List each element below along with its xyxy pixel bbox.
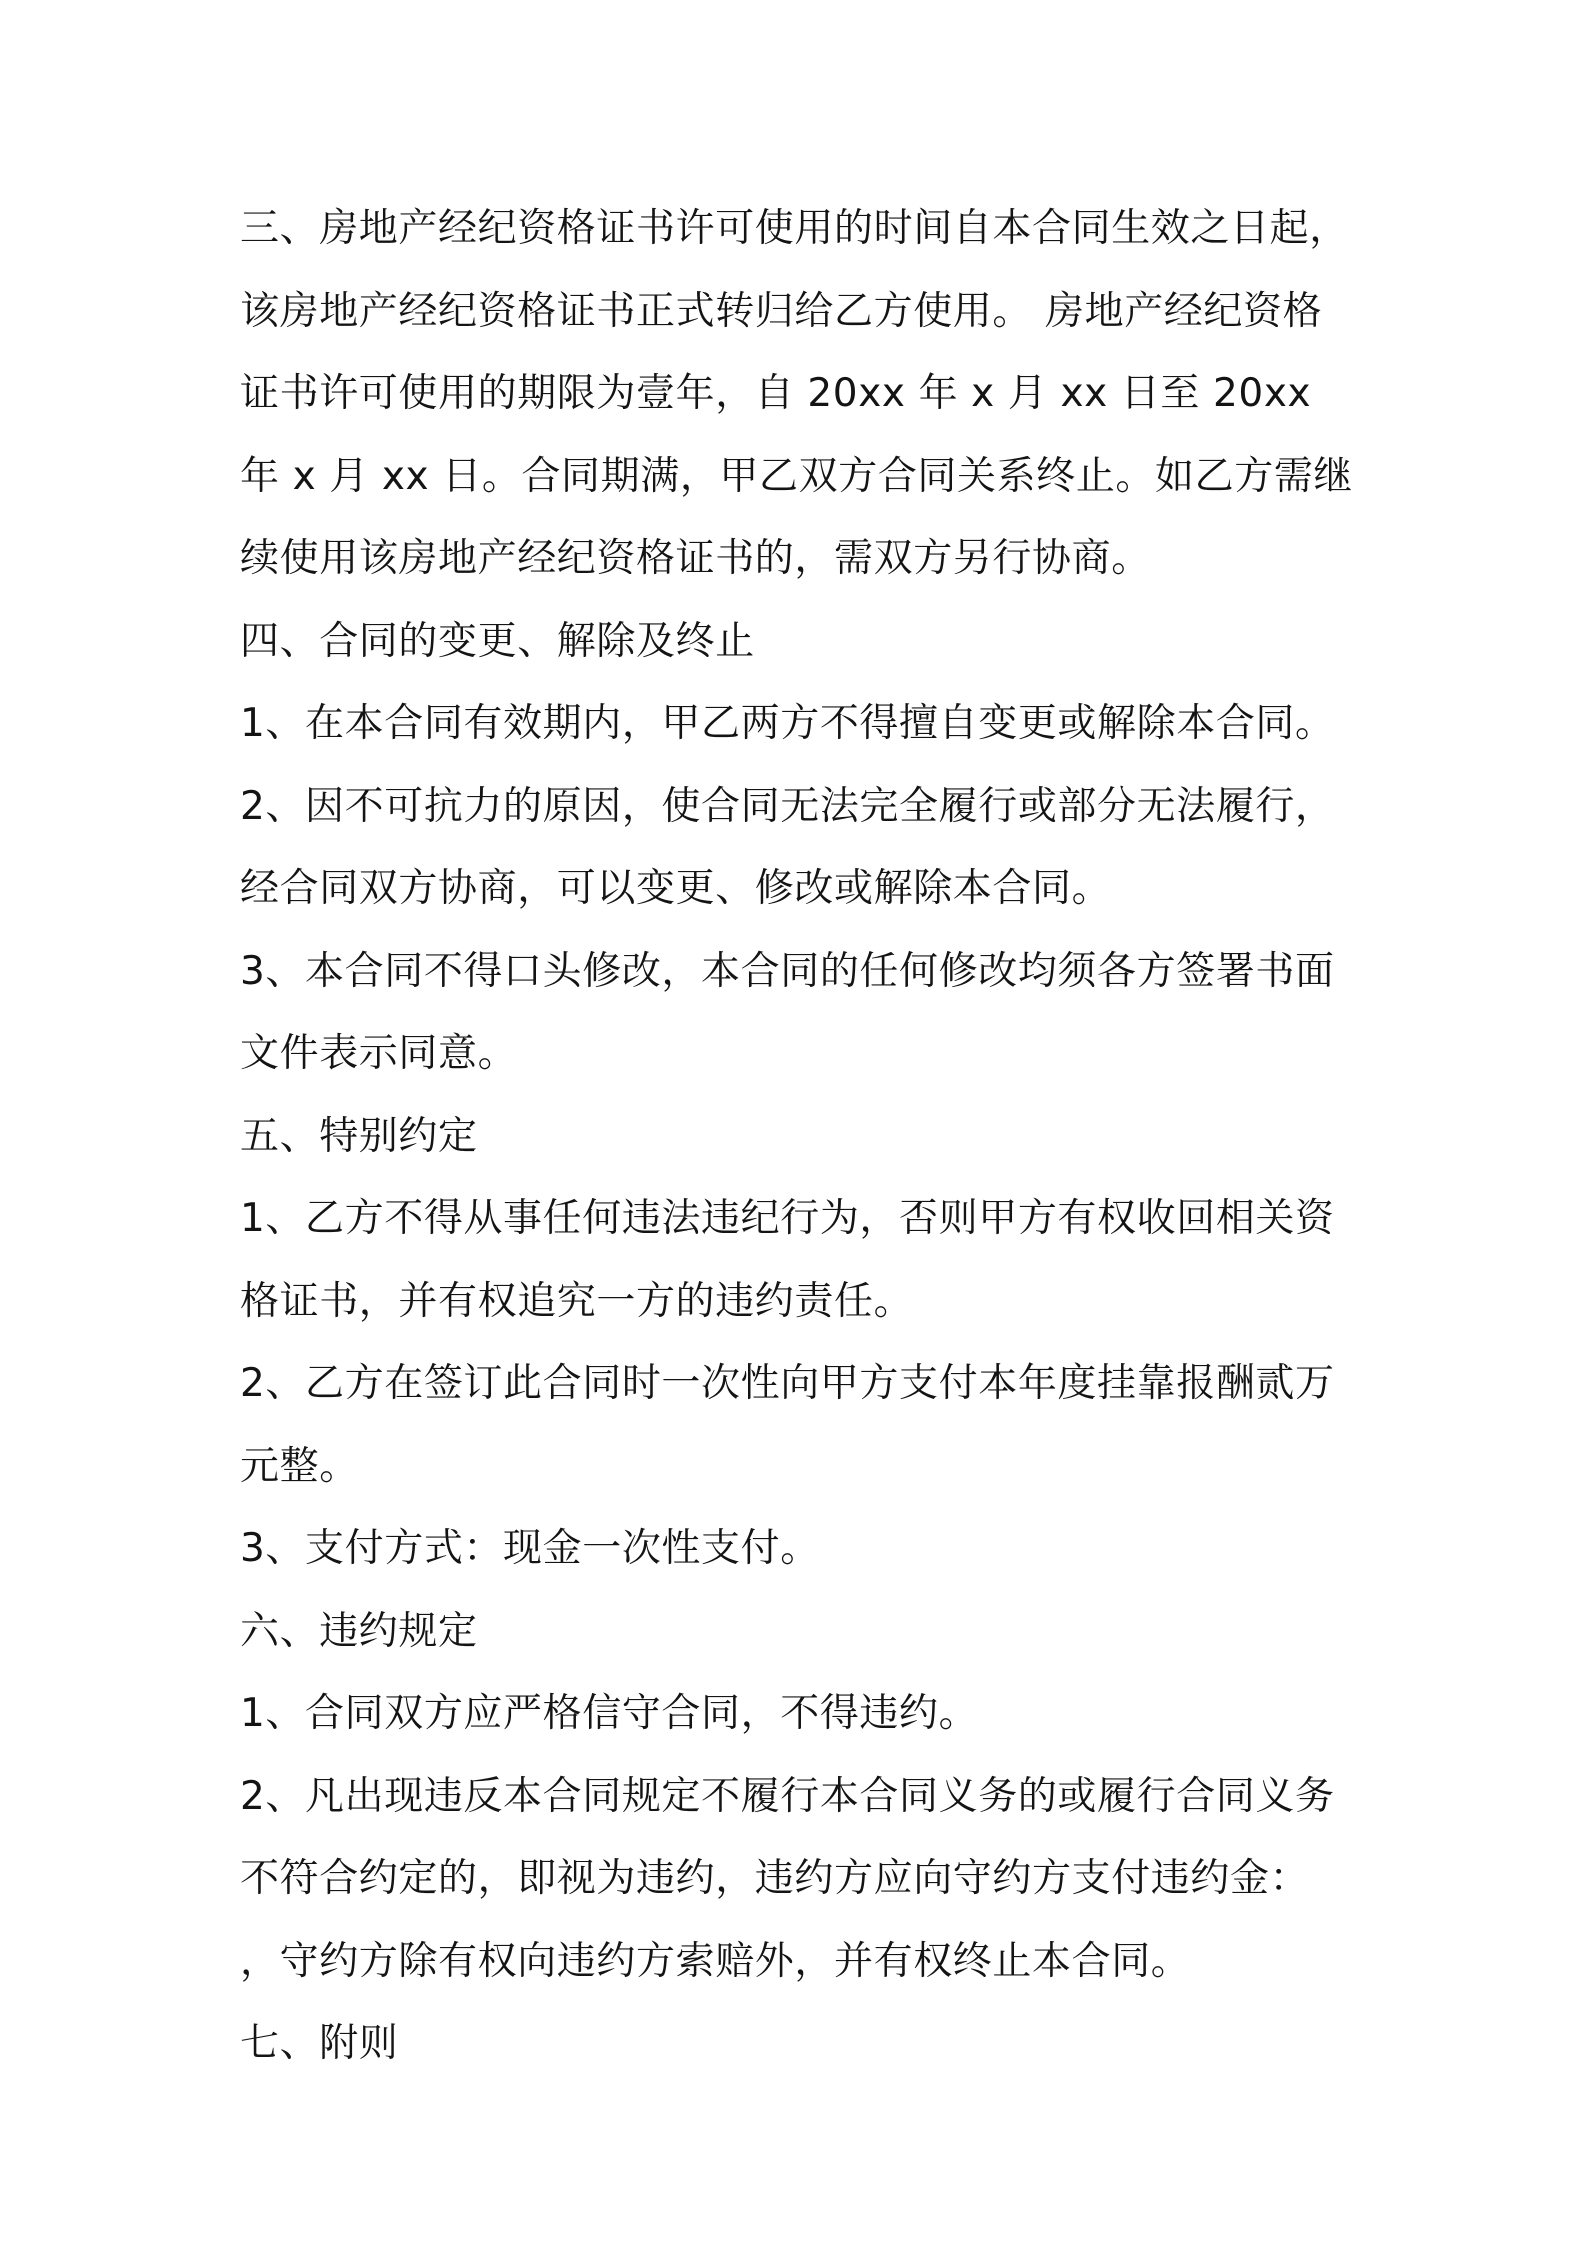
section-5-item-1: 1、乙方不得从事任何违法违纪行为，否则甲方有权收回相关资格证书，并有权追究一方的违约责任。 <box>240 1196 1335 1324</box>
section-4-item-2: 2、因不可抗力的原因，使合同无法完全履行或部分无法履行，经合同双方协商，可以变更、修改或解除本合同。 <box>240 783 1335 911</box>
section-4-item-3: 3、本合同不得口头修改，本合同的任何修改均须各方签署书面文件表示同意。 <box>240 948 1335 1076</box>
clause-3-term: 三、房地产经纪资格证书许可使用的时间自本合同生效之日起，该房地产经纪资格证书正式转归给乙方使用。 房地产经纪资格证书许可使用的期限为壹年，自 20xx 年 x 月 xx 日至 20xx 年 x 月 xx 日。合同期满，甲乙双方合同关系终止。如乙方需继续使用该房地产经纪资格证书的，需双方另行协商。 <box>240 206 1354 581</box>
section-6-item-2: 2、凡出现违反本合同规定不履行本合同义务的或履行合同义务不符合约定的，即视为违约，违约方应向守约方支付违约金： ，守约方除有权向违约方索赔外，并有权终止本合同。 <box>240 1773 1335 1984</box>
document-body <box>240 188 1360 2086</box>
section-6-heading: 六、违约规定 <box>240 1608 478 1654</box>
section-4-heading: 四、合同的变更、解除及终止 <box>240 618 755 664</box>
section-4-item-1: 1、在本合同有效期内，甲乙两方不得擅自变更或解除本合同。 <box>240 701 1335 746</box>
section-5-item-3: 3、支付方式：现金一次性支付。 <box>240 1526 820 1571</box>
section-5-item-2: 2、乙方在签订此合同时一次性向甲方支付本年度挂靠报酬贰万元整。 <box>240 1361 1335 1489</box>
section-7-heading: 七、附则 <box>240 2021 399 2066</box>
section-6-item-1: 1、合同双方应严格信守合同，不得违约。 <box>240 1691 979 1736</box>
section-5-heading: 五、特别约定 <box>240 1113 478 1159</box>
